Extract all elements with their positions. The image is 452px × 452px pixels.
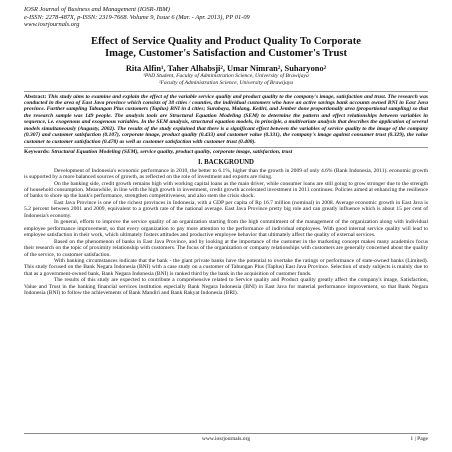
footer-url[interactable]: www.iosrjournals.org bbox=[201, 436, 251, 442]
paragraph: The results of this study are expected to contribute a comprehensive related to Service quality and Product quality greatly affect the company's image, Satisfaction, Value and Trust in the banking financial services institution especially Bank Negara Indonesia (BNI) in East Java for material performance improvement, so that Bank Negara Indonesia (BNI) to follow the achievements of Bank Mandiri and Bank Rakyat Indonesia (BRI). bbox=[24, 277, 428, 297]
page-number: 1 | Page bbox=[410, 436, 428, 442]
body-text bbox=[24, 168, 428, 297]
paragraph: In general, efforts to improve the service quality of an organization starting from the high commitment of the management of the organization along with individual employee performance improvement, so that every organization to pay more attention to the performance of individual employees. With good internal service quality will lead to employee satisfaction in their work, which ultimately fosters attitudes and productive employee behavior that ultimately affect the quality of external services. bbox=[24, 219, 428, 239]
author-list: Rita Alfin¹, Taher Alhabsji², Umar Nimran², Suharyono² bbox=[125, 63, 327, 73]
keywords-text: Structural Equation Modeling (SEM), service quality, product quality, corporate image, satisfaction, trust bbox=[49, 149, 293, 156]
keywords-label: Keywords: bbox=[24, 149, 50, 156]
paragraph: Based on the phenomenon of banks in East Java Province, and by looking at the importance of the customer in the marketing concept makes many academics focus their research on the topic of proximity relationship with customers. The focus of the organization or company relationships with customers are generally concerned about the quality of the service, to customer satisfaction. bbox=[24, 238, 428, 258]
affiliation-2: ²Faculty of Administration Science, University of Brawijaya bbox=[158, 79, 294, 86]
journal-header bbox=[24, 6, 428, 29]
paragraph: With banking circumstances indicate that the bank - the giant private banks have the potential to overtake the ratings or performance of state-owned banks (Limited). This study focused on the Bank Negara Indonesia (BNI) with a case study on a customer of Tabungan Plus (Taplus) East Java Province. Selection of study subjects is mainly due to that as a government-owned bank, Bank Negara Indonesia (BNI) is ranked third by the bank in the acquisition of customer funds. bbox=[24, 257, 428, 277]
page-footer bbox=[24, 433, 428, 442]
title-line-2: Image, Customer's Satisfaction and Customer's Trust bbox=[104, 47, 348, 59]
title-line-1: Effect of Service Quality and Product Quality To Corporate bbox=[91, 35, 361, 47]
paper-title bbox=[24, 36, 428, 60]
journal-issn: e-ISSN: 2278-487X, p-ISSN: 2319-7668. Volume 9, Issue 6 (Mar. - Apr. 2013), PP 01-09 bbox=[24, 13, 250, 21]
keywords bbox=[24, 149, 428, 155]
section-heading: I. BACKGROUND bbox=[198, 158, 254, 166]
journal-url[interactable]: www.iosrjournals.org bbox=[24, 21, 80, 29]
abstract bbox=[24, 91, 428, 149]
abstract-text: This study aims to examine and explain the effect of the variable service quality and product quality to the company's image, satisfaction and trust. The research was conducted in the area of East Java province which consists of 38 cities / counties, the individual customers who have an active savings bank accounts owned BNI in East Java province. Further sampling Tabungan Plus customers (Taplus) BNI in 4 cities; Surabaya, Malang, Kediri, and Jember done proportionally area (proportional sampling) so that the research sample was 149 people. The analysis tools are Structural Equation Modeling (SEM) to determine the pattern and effect relationships between variables in sequence, i.e. exogenous and exogenous variables. In the SEM analysis, structural equation models, in principle, a multivariate analysis that describes the application of several models simultaneously (Augusty, 2002). The results of the study explained that there is a significant effect between the variables of service quality to the image of the company (0.307) and customer satisfaction (0.107), corporate image, product quality (0.433) and customer value (0.331), the company's image against consumer trust (0.329), the value customer to customer satisfaction (0.478) as well as customer satisfaction with customer trust (0.408). bbox=[24, 93, 428, 145]
abstract-label: Abstract: bbox=[24, 93, 47, 100]
paragraph: East Java Province is one of the richest provinces in Indonesia, with a GDP per capita of Rp 16.7 million (nominal) in 2008. Average economic growth in East Java is 5.2 percent between 2001 and 2009, equivalent to a growth rate of the national average. East Java Province pretty big role and can greatly influence which is about 15 per cent of Indonesia's economy. bbox=[24, 199, 428, 219]
journal-name: IOSR Journal of Business and Management (IOSR-JBM) bbox=[24, 6, 170, 13]
paragraph: On the banking side, credit growth remains high with working capital loans as the main driver, while consumer loans are still going to grow stronger due to the strength of household consumption. Meanwhile, in line with the high growth in investment, credit growth accelerated investment in 2011 continues. Policies aimed at enhancing the resilience of banks to shore up the bank's performance, strengthen competitiveness, and also stem the crisis shock. bbox=[24, 180, 428, 200]
affiliation-1: ¹PhD Student, Faculty of Administration Science, University of Brawijaya bbox=[143, 73, 309, 80]
paragraph: Development of Indonesia's economic performance in 2010, the better to 6.1%, higher than the growth in 2009 of only 4.6% (Bank Indonesia, 2011). economic growth is supported by a more balanced sources of growth, as reflected on the role of investment and exports are rising. bbox=[24, 167, 428, 181]
affiliations bbox=[24, 73, 428, 86]
